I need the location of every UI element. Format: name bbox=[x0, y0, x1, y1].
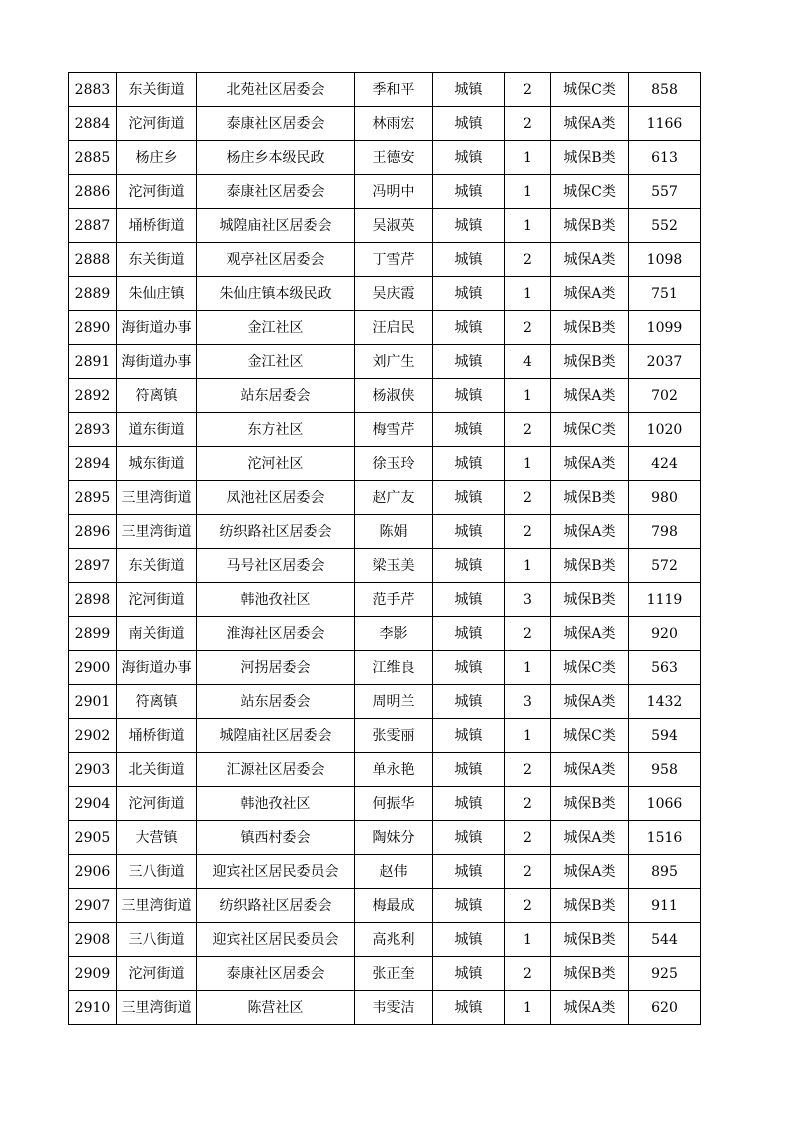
cell-category: 城保A类 bbox=[551, 685, 629, 719]
cell-row-number: 2909 bbox=[69, 957, 117, 991]
cell-street: 沱河街道 bbox=[117, 957, 197, 991]
cell-street: 城东街道 bbox=[117, 447, 197, 481]
cell-amount: 1432 bbox=[629, 685, 701, 719]
cell-area-type: 城镇 bbox=[433, 617, 505, 651]
cell-row-number: 2883 bbox=[69, 73, 117, 107]
cell-street: 大营镇 bbox=[117, 821, 197, 855]
cell-community: 韩池孜社区 bbox=[197, 787, 355, 821]
cell-community: 马号社区居委会 bbox=[197, 549, 355, 583]
cell-community: 纺织路社区居委会 bbox=[197, 515, 355, 549]
cell-area-type: 城镇 bbox=[433, 243, 505, 277]
cell-name: 丁雪芹 bbox=[355, 243, 433, 277]
table-row bbox=[69, 243, 701, 277]
cell-row-number: 2905 bbox=[69, 821, 117, 855]
cell-category: 城保B类 bbox=[551, 923, 629, 957]
cell-household-size: 1 bbox=[505, 141, 551, 175]
cell-name: 杨淑侠 bbox=[355, 379, 433, 413]
cell-street: 三里湾街道 bbox=[117, 481, 197, 515]
cell-household-size: 2 bbox=[505, 107, 551, 141]
cell-community: 汇源社区居委会 bbox=[197, 753, 355, 787]
cell-street: 东关街道 bbox=[117, 73, 197, 107]
cell-household-size: 2 bbox=[505, 481, 551, 515]
cell-amount: 594 bbox=[629, 719, 701, 753]
cell-area-type: 城镇 bbox=[433, 821, 505, 855]
cell-category: 城保B类 bbox=[551, 209, 629, 243]
cell-name: 韦雯洁 bbox=[355, 991, 433, 1025]
cell-amount: 552 bbox=[629, 209, 701, 243]
cell-name: 梁玉美 bbox=[355, 549, 433, 583]
table-row bbox=[69, 515, 701, 549]
cell-street: 沱河街道 bbox=[117, 583, 197, 617]
cell-row-number: 2893 bbox=[69, 413, 117, 447]
table-body bbox=[69, 73, 701, 1025]
cell-community: 站东居委会 bbox=[197, 379, 355, 413]
cell-row-number: 2891 bbox=[69, 345, 117, 379]
cell-community: 镇西村委会 bbox=[197, 821, 355, 855]
cell-category: 城保A类 bbox=[551, 753, 629, 787]
cell-name: 陶妹分 bbox=[355, 821, 433, 855]
cell-street: 三八街道 bbox=[117, 855, 197, 889]
cell-household-size: 3 bbox=[505, 583, 551, 617]
cell-household-size: 4 bbox=[505, 345, 551, 379]
cell-area-type: 城镇 bbox=[433, 583, 505, 617]
cell-category: 城保A类 bbox=[551, 991, 629, 1025]
cell-name: 吴淑英 bbox=[355, 209, 433, 243]
cell-area-type: 城镇 bbox=[433, 481, 505, 515]
table-row bbox=[69, 685, 701, 719]
cell-area-type: 城镇 bbox=[433, 991, 505, 1025]
cell-area-type: 城镇 bbox=[433, 515, 505, 549]
cell-category: 城保A类 bbox=[551, 243, 629, 277]
table-row bbox=[69, 855, 701, 889]
cell-household-size: 2 bbox=[505, 515, 551, 549]
cell-amount: 1098 bbox=[629, 243, 701, 277]
cell-area-type: 城镇 bbox=[433, 345, 505, 379]
cell-street: 三里湾街道 bbox=[117, 515, 197, 549]
cell-household-size: 1 bbox=[505, 923, 551, 957]
cell-amount: 980 bbox=[629, 481, 701, 515]
cell-street: 三里湾街道 bbox=[117, 991, 197, 1025]
cell-row-number: 2892 bbox=[69, 379, 117, 413]
cell-street: 海街道办事 bbox=[117, 651, 197, 685]
cell-community: 东方社区 bbox=[197, 413, 355, 447]
cell-household-size: 3 bbox=[505, 685, 551, 719]
cell-community: 韩池孜社区 bbox=[197, 583, 355, 617]
cell-household-size: 2 bbox=[505, 413, 551, 447]
table-row bbox=[69, 719, 701, 753]
cell-area-type: 城镇 bbox=[433, 549, 505, 583]
cell-household-size: 2 bbox=[505, 73, 551, 107]
cell-amount: 1099 bbox=[629, 311, 701, 345]
cell-area-type: 城镇 bbox=[433, 855, 505, 889]
cell-household-size: 2 bbox=[505, 957, 551, 991]
cell-community: 纺织路社区居委会 bbox=[197, 889, 355, 923]
cell-street: 沱河街道 bbox=[117, 787, 197, 821]
cell-street: 埇桥街道 bbox=[117, 209, 197, 243]
cell-row-number: 2887 bbox=[69, 209, 117, 243]
cell-street: 符离镇 bbox=[117, 379, 197, 413]
cell-amount: 958 bbox=[629, 753, 701, 787]
cell-name: 徐玉玲 bbox=[355, 447, 433, 481]
cell-street: 南关街道 bbox=[117, 617, 197, 651]
cell-amount: 920 bbox=[629, 617, 701, 651]
cell-name: 赵伟 bbox=[355, 855, 433, 889]
cell-household-size: 2 bbox=[505, 821, 551, 855]
cell-name: 刘广生 bbox=[355, 345, 433, 379]
cell-area-type: 城镇 bbox=[433, 413, 505, 447]
cell-row-number: 2903 bbox=[69, 753, 117, 787]
cell-area-type: 城镇 bbox=[433, 447, 505, 481]
cell-name: 周明兰 bbox=[355, 685, 433, 719]
cell-amount: 2037 bbox=[629, 345, 701, 379]
cell-name: 高兆利 bbox=[355, 923, 433, 957]
cell-category: 城保B类 bbox=[551, 481, 629, 515]
cell-street: 海街道办事 bbox=[117, 311, 197, 345]
table-row bbox=[69, 991, 701, 1025]
cell-area-type: 城镇 bbox=[433, 685, 505, 719]
cell-amount: 424 bbox=[629, 447, 701, 481]
cell-category: 城保B类 bbox=[551, 889, 629, 923]
cell-row-number: 2895 bbox=[69, 481, 117, 515]
cell-household-size: 1 bbox=[505, 277, 551, 311]
cell-area-type: 城镇 bbox=[433, 753, 505, 787]
cell-amount: 1166 bbox=[629, 107, 701, 141]
cell-category: 城保C类 bbox=[551, 73, 629, 107]
cell-street: 杨庄乡 bbox=[117, 141, 197, 175]
cell-row-number: 2899 bbox=[69, 617, 117, 651]
cell-household-size: 2 bbox=[505, 855, 551, 889]
cell-amount: 925 bbox=[629, 957, 701, 991]
cell-area-type: 城镇 bbox=[433, 719, 505, 753]
cell-amount: 858 bbox=[629, 73, 701, 107]
cell-community: 金江社区 bbox=[197, 311, 355, 345]
cell-street: 三里湾街道 bbox=[117, 889, 197, 923]
cell-row-number: 2888 bbox=[69, 243, 117, 277]
cell-household-size: 1 bbox=[505, 175, 551, 209]
table-row bbox=[69, 923, 701, 957]
cell-amount: 751 bbox=[629, 277, 701, 311]
cell-area-type: 城镇 bbox=[433, 73, 505, 107]
cell-category: 城保A类 bbox=[551, 617, 629, 651]
cell-amount: 702 bbox=[629, 379, 701, 413]
table-row bbox=[69, 753, 701, 787]
cell-category: 城保A类 bbox=[551, 855, 629, 889]
cell-area-type: 城镇 bbox=[433, 107, 505, 141]
cell-household-size: 1 bbox=[505, 447, 551, 481]
cell-community: 凤池社区居委会 bbox=[197, 481, 355, 515]
cell-amount: 911 bbox=[629, 889, 701, 923]
cell-household-size: 2 bbox=[505, 787, 551, 821]
table-row bbox=[69, 345, 701, 379]
cell-area-type: 城镇 bbox=[433, 209, 505, 243]
cell-area-type: 城镇 bbox=[433, 889, 505, 923]
cell-category: 城保A类 bbox=[551, 107, 629, 141]
cell-category: 城保C类 bbox=[551, 719, 629, 753]
cell-community: 河拐居委会 bbox=[197, 651, 355, 685]
cell-row-number: 2906 bbox=[69, 855, 117, 889]
cell-category: 城保B类 bbox=[551, 311, 629, 345]
cell-street: 埇桥街道 bbox=[117, 719, 197, 753]
cell-community: 迎宾社区居民委员会 bbox=[197, 923, 355, 957]
cell-row-number: 2894 bbox=[69, 447, 117, 481]
cell-row-number: 2884 bbox=[69, 107, 117, 141]
table-row bbox=[69, 209, 701, 243]
cell-household-size: 2 bbox=[505, 753, 551, 787]
table-row bbox=[69, 141, 701, 175]
cell-community: 城隍庙社区居委会 bbox=[197, 719, 355, 753]
cell-area-type: 城镇 bbox=[433, 311, 505, 345]
cell-household-size: 1 bbox=[505, 651, 551, 685]
cell-community: 城隍庙社区居委会 bbox=[197, 209, 355, 243]
cell-category: 城保B类 bbox=[551, 141, 629, 175]
cell-category: 城保B类 bbox=[551, 957, 629, 991]
cell-amount: 798 bbox=[629, 515, 701, 549]
table-row bbox=[69, 175, 701, 209]
cell-category: 城保B类 bbox=[551, 583, 629, 617]
cell-name: 吴庆霞 bbox=[355, 277, 433, 311]
cell-household-size: 1 bbox=[505, 209, 551, 243]
table-row bbox=[69, 889, 701, 923]
cell-row-number: 2902 bbox=[69, 719, 117, 753]
cell-row-number: 2885 bbox=[69, 141, 117, 175]
cell-row-number: 2896 bbox=[69, 515, 117, 549]
cell-amount: 563 bbox=[629, 651, 701, 685]
cell-area-type: 城镇 bbox=[433, 923, 505, 957]
cell-category: 城保C类 bbox=[551, 651, 629, 685]
cell-community: 金江社区 bbox=[197, 345, 355, 379]
cell-row-number: 2910 bbox=[69, 991, 117, 1025]
cell-household-size: 2 bbox=[505, 889, 551, 923]
cell-name: 梅最成 bbox=[355, 889, 433, 923]
cell-street: 道东街道 bbox=[117, 413, 197, 447]
cell-amount: 1516 bbox=[629, 821, 701, 855]
cell-name: 冯明中 bbox=[355, 175, 433, 209]
cell-row-number: 2900 bbox=[69, 651, 117, 685]
cell-street: 东关街道 bbox=[117, 549, 197, 583]
cell-name: 李影 bbox=[355, 617, 433, 651]
cell-community: 迎宾社区居民委员会 bbox=[197, 855, 355, 889]
cell-amount: 620 bbox=[629, 991, 701, 1025]
table-row bbox=[69, 549, 701, 583]
cell-name: 陈娟 bbox=[355, 515, 433, 549]
cell-row-number: 2908 bbox=[69, 923, 117, 957]
cell-street: 三八街道 bbox=[117, 923, 197, 957]
cell-amount: 572 bbox=[629, 549, 701, 583]
cell-amount: 1119 bbox=[629, 583, 701, 617]
cell-name: 江维良 bbox=[355, 651, 433, 685]
table-row bbox=[69, 787, 701, 821]
cell-community: 沱河社区 bbox=[197, 447, 355, 481]
cell-category: 城保B类 bbox=[551, 787, 629, 821]
cell-area-type: 城镇 bbox=[433, 175, 505, 209]
cell-community: 北苑社区居委会 bbox=[197, 73, 355, 107]
cell-row-number: 2889 bbox=[69, 277, 117, 311]
cell-row-number: 2901 bbox=[69, 685, 117, 719]
cell-name: 单永艳 bbox=[355, 753, 433, 787]
cell-row-number: 2890 bbox=[69, 311, 117, 345]
cell-name: 张雯丽 bbox=[355, 719, 433, 753]
cell-household-size: 1 bbox=[505, 549, 551, 583]
cell-category: 城保A类 bbox=[551, 447, 629, 481]
cell-row-number: 2886 bbox=[69, 175, 117, 209]
cell-household-size: 1 bbox=[505, 991, 551, 1025]
table-row bbox=[69, 73, 701, 107]
cell-street: 沱河街道 bbox=[117, 175, 197, 209]
cell-name: 季和平 bbox=[355, 73, 433, 107]
table-row bbox=[69, 379, 701, 413]
cell-household-size: 1 bbox=[505, 379, 551, 413]
cell-community: 泰康社区居委会 bbox=[197, 175, 355, 209]
cell-community: 淮海社区居委会 bbox=[197, 617, 355, 651]
cell-street: 沱河街道 bbox=[117, 107, 197, 141]
table-row bbox=[69, 447, 701, 481]
cell-category: 城保A类 bbox=[551, 821, 629, 855]
cell-street: 东关街道 bbox=[117, 243, 197, 277]
cell-household-size: 1 bbox=[505, 719, 551, 753]
table-row bbox=[69, 413, 701, 447]
data-table bbox=[68, 72, 701, 1025]
cell-category: 城保A类 bbox=[551, 379, 629, 413]
cell-category: 城保A类 bbox=[551, 277, 629, 311]
cell-area-type: 城镇 bbox=[433, 379, 505, 413]
cell-street: 符离镇 bbox=[117, 685, 197, 719]
cell-name: 赵广友 bbox=[355, 481, 433, 515]
cell-area-type: 城镇 bbox=[433, 787, 505, 821]
table-row bbox=[69, 651, 701, 685]
cell-name: 范手芹 bbox=[355, 583, 433, 617]
cell-amount: 895 bbox=[629, 855, 701, 889]
table-row bbox=[69, 821, 701, 855]
cell-community: 泰康社区居委会 bbox=[197, 957, 355, 991]
cell-name: 王德安 bbox=[355, 141, 433, 175]
cell-community: 观亭社区居委会 bbox=[197, 243, 355, 277]
cell-community: 陈营社区 bbox=[197, 991, 355, 1025]
cell-community: 泰康社区居委会 bbox=[197, 107, 355, 141]
table-row bbox=[69, 957, 701, 991]
cell-name: 何振华 bbox=[355, 787, 433, 821]
cell-amount: 1066 bbox=[629, 787, 701, 821]
cell-row-number: 2898 bbox=[69, 583, 117, 617]
cell-household-size: 2 bbox=[505, 243, 551, 277]
cell-household-size: 2 bbox=[505, 311, 551, 345]
table-row bbox=[69, 311, 701, 345]
cell-area-type: 城镇 bbox=[433, 141, 505, 175]
cell-area-type: 城镇 bbox=[433, 651, 505, 685]
cell-community: 朱仙庄镇本级民政 bbox=[197, 277, 355, 311]
cell-street: 北关街道 bbox=[117, 753, 197, 787]
table-row bbox=[69, 481, 701, 515]
cell-category: 城保A类 bbox=[551, 515, 629, 549]
cell-amount: 557 bbox=[629, 175, 701, 209]
cell-row-number: 2904 bbox=[69, 787, 117, 821]
cell-amount: 613 bbox=[629, 141, 701, 175]
cell-category: 城保B类 bbox=[551, 345, 629, 379]
table-row bbox=[69, 583, 701, 617]
cell-street: 海街道办事 bbox=[117, 345, 197, 379]
table-row bbox=[69, 277, 701, 311]
cell-name: 张正奎 bbox=[355, 957, 433, 991]
table-row bbox=[69, 617, 701, 651]
cell-name: 林雨宏 bbox=[355, 107, 433, 141]
cell-amount: 1020 bbox=[629, 413, 701, 447]
cell-community: 站东居委会 bbox=[197, 685, 355, 719]
cell-name: 汪启民 bbox=[355, 311, 433, 345]
cell-area-type: 城镇 bbox=[433, 277, 505, 311]
cell-category: 城保C类 bbox=[551, 413, 629, 447]
cell-community: 杨庄乡本级民政 bbox=[197, 141, 355, 175]
cell-name: 梅雪芹 bbox=[355, 413, 433, 447]
cell-household-size: 2 bbox=[505, 617, 551, 651]
cell-category: 城保C类 bbox=[551, 175, 629, 209]
cell-category: 城保B类 bbox=[551, 549, 629, 583]
cell-row-number: 2897 bbox=[69, 549, 117, 583]
table-row bbox=[69, 107, 701, 141]
cell-row-number: 2907 bbox=[69, 889, 117, 923]
cell-street: 朱仙庄镇 bbox=[117, 277, 197, 311]
cell-amount: 544 bbox=[629, 923, 701, 957]
cell-area-type: 城镇 bbox=[433, 957, 505, 991]
